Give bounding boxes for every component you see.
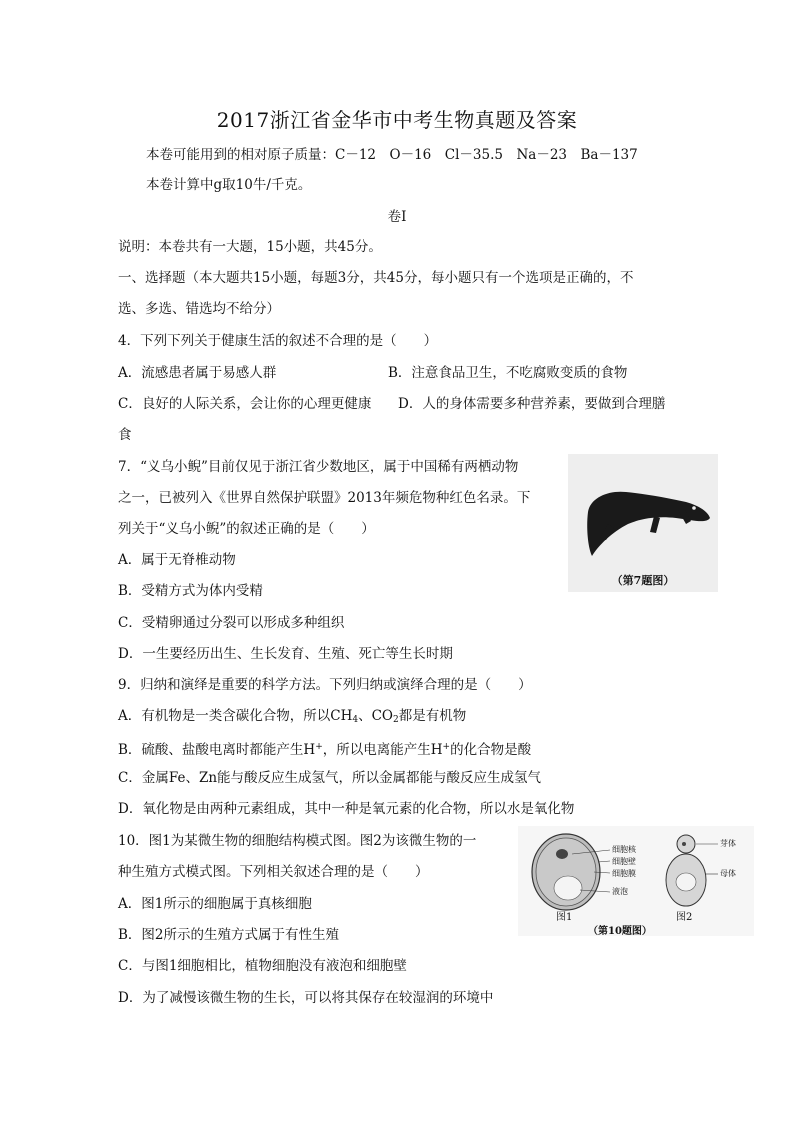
q10-figure-caption: （第10题图） — [588, 926, 652, 936]
q7-option-a: A．属于无脊椎动物 — [118, 552, 236, 568]
section-note: 说明：本卷共有一大题，15小题，共45分。 — [118, 239, 382, 255]
q9-option-a-text3: 都是有机物 — [398, 708, 467, 724]
q9-option-d: D．氧化物是由两种元素组成，其中一种是氧元素的化合物，所以水是氧化物 — [118, 801, 575, 817]
q9-option-b — [118, 738, 531, 759]
q4-stem: 4．下列下列关于健康生活的叙述不合理的是（ ） — [118, 333, 438, 349]
label-membrane: 细胞膜 — [612, 869, 636, 878]
label-mother: 母体 — [720, 869, 736, 878]
q4-option-d-cont: 食 — [118, 427, 132, 443]
q9-option-a — [118, 707, 466, 729]
label-bud: 芽体 — [720, 839, 736, 848]
q7-stem-line1: 7．“义乌小鲵”目前仅见于浙江省少数地区，属于中国稀有两栖动物 — [118, 459, 519, 475]
q10-stem-line1: 10．图1为某微生物的细胞结构模式图。图2为该微生物的一 — [118, 833, 477, 849]
q10-option-c: C．与图1细胞相比，植物细胞没有液泡和细胞壁 — [118, 958, 407, 974]
q4-options-cd — [118, 395, 678, 413]
q9-option-a-sub1: 4 — [352, 715, 359, 725]
q7-option-d: D．一生要经历出生、生长发育、生殖、死亡等生长时期 — [118, 646, 453, 662]
q4-option-b: B．注意食品卫生，不吃腐败变质的食物 — [388, 365, 628, 381]
section-heading-line2: 选、多选、错选均不给分） — [118, 301, 280, 317]
q9-stem: 9．归纳和演绎是重要的科学方法。下列归纳或演绎合理的是（ ） — [118, 677, 532, 693]
atomic-mass-note: 本卷可能用到的相对原子质量：C－12 O－16 Cl－35.5 Na－23 Ba－137 — [146, 147, 638, 163]
label-wall: 细胞壁 — [612, 857, 636, 866]
q7-option-b: B．受精方式为体内受精 — [118, 583, 263, 599]
label-nucleus: 细胞核 — [612, 845, 636, 854]
q9-option-b-text3: 的化合物是酸 — [450, 742, 532, 758]
q9-option-a-sub2: 2 — [393, 715, 399, 725]
q9-option-b-text1: B．硫酸、盐酸电离时都能产生H — [118, 742, 316, 758]
yeast-diagram — [518, 826, 754, 936]
section-heading-line1: 一、选择题（本大题共15小题，每题3分，共45分，每小题只有一个选项是正确的，不 — [118, 270, 634, 286]
q10-figure-yeast — [518, 826, 754, 936]
q10-option-d: D．为了减慢该微生物的生长，可以将其保存在较湿润的环境中 — [118, 990, 494, 1006]
q7-stem-line3: 列关于“义乌小鲵”的叙述正确的是（ ） — [118, 521, 375, 537]
q9-option-a-text2: 、CO — [358, 708, 393, 724]
q7-option-c: C．受精卵通过分裂可以形成多种组织 — [118, 615, 345, 631]
q9-option-a-text1: A．有机物是一类含碳化合物，所以CH — [118, 708, 353, 724]
q10-stem-line2: 种生殖方式模式图。下列相关叙述合理的是（ ） — [118, 864, 429, 880]
q4-option-a: A．流感患者属于易感人群 — [118, 365, 277, 381]
q7-figure-caption: （第7题图） — [611, 574, 675, 587]
q9-option-b-sup1: + — [315, 742, 323, 752]
q7-stem-line2: 之一，已被列入《世界自然保护联盟》2013年频危物种红色名录。下 — [118, 490, 531, 506]
q9-option-b-text2: ，所以电离能产生H — [322, 742, 443, 758]
q4-option-c: C．良好的人际关系，会让你的心理更健康 — [118, 396, 372, 412]
gravity-note: 本卷计算中g取10牛/千克。 — [146, 177, 312, 193]
q4-option-d: D．人的身体需要多种营养素，要做到合理膳 — [398, 396, 666, 412]
q10-option-b: B．图2所示的生殖方式属于有性生殖 — [118, 927, 340, 943]
q9-option-b-sup2: + — [442, 742, 451, 752]
section-name: 卷Ⅰ — [387, 209, 407, 225]
label-fig1: 图1 — [556, 912, 573, 923]
page-title: 2017浙江省金华市中考生物真题及答案 — [216, 108, 578, 132]
q7-figure-salamander — [568, 454, 718, 592]
q10-option-a: A．图1所示的细胞属于真核细胞 — [118, 896, 312, 912]
label-fig2: 图2 — [676, 912, 693, 923]
q4-options-ab — [118, 364, 678, 382]
q9-option-c: C．金属Fe、Zn能与酸反应生成氢气，所以金属都能与酸反应生成氢气 — [118, 770, 542, 786]
label-vacuole: 液泡 — [612, 887, 628, 896]
